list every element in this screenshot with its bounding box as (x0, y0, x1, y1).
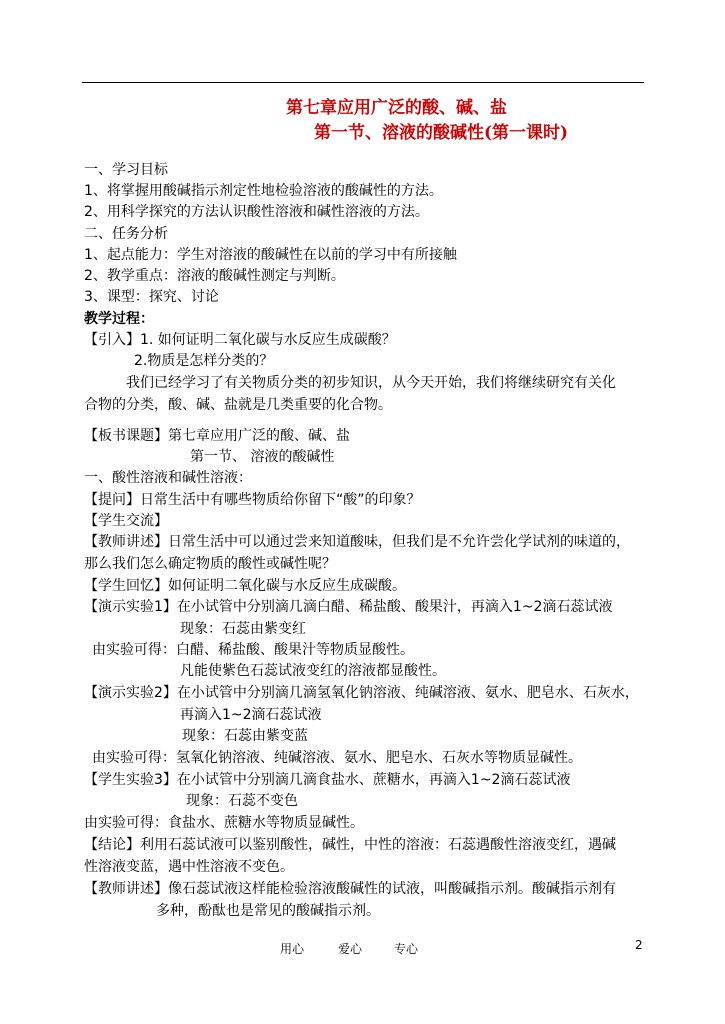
teacher-statement-2: 多种，酚酞也是常见的酸碱指示剂。 (156, 903, 380, 919)
page-number: 2 (635, 938, 643, 952)
student-discussion: 【学生交流】 (84, 513, 168, 529)
header-rule (82, 82, 644, 83)
teacher-narration-2: 那么我们怎么确定物质的酸性或碱性呢？ (84, 556, 336, 572)
task-item-1: 1、起点能力：学生对溶液的酸碱性在以前的学习中有所接触 (84, 247, 457, 263)
conclusion-2: 性溶液变蓝，遇中性溶液不变色。 (84, 859, 294, 875)
task-item-3: 3、课型：探究、讨论 (84, 289, 219, 305)
footer-zhuanxin: 专心 (394, 942, 419, 956)
demo-1: 【演示实验1】在小试管中分别滴几滴白醋、稀盐酸、酸果汁，再滴入1~2滴石蕊试液 (84, 599, 613, 615)
intro-question-2: 2.物质是怎样分类的？ (134, 353, 274, 369)
chapter-title: 第七章应用广泛的酸、碱、盐 (286, 98, 507, 118)
demo-2-phenomenon: 现象：石蕊由紫变蓝 (182, 728, 308, 744)
board-title-2: 第一节、 溶液的酸碱性 (190, 449, 335, 465)
intro-paragraph-2: 合物的分类，酸、碱、盐就是几类重要的化合物。 (84, 397, 392, 413)
heading-process: 教学过程： (84, 311, 154, 327)
experiment-3-result: 由实验可得：食盐水、蔗糖水等物质显碱性。 (84, 815, 364, 831)
task-item-2: 2、教学重点：溶液的酸碱性测定与判断。 (84, 268, 345, 284)
footer-yongxin: 用心 (280, 942, 305, 956)
student-experiment-3: 【学生实验3】在小试管中分别滴几滴食盐水、蔗糖水，再滴入1~2滴石蕊试液 (84, 772, 571, 788)
section-title: 第一节、溶液的酸碱性(第一课时) (314, 123, 569, 143)
demo-2-continued: 再滴入1~2滴石蕊试液 (180, 707, 322, 723)
student-recall: 【学生回忆】如何证明二氧化碳与水反应生成碳酸。 (84, 578, 406, 594)
demo-2: 【演示实验2】在小试管中分别滴几滴氢氧化钠溶液、纯碱溶液、氨水、肥皂水、石灰水， (84, 685, 639, 701)
conclusion-1: 【结论】利用石蕊试液可以鉴别酸性，碱性，中性的溶液：石蕊遇酸性溶液变红，遇碱 (84, 837, 616, 853)
board-title-1: 【板书课题】第七章应用广泛的酸、碱、盐 (84, 428, 350, 444)
heading-acid-base-solutions: 一、酸性溶液和碱性溶液： (84, 470, 252, 486)
footer-aixin: 爱心 (338, 942, 363, 956)
heading-task-analysis: 二、任务分析 (84, 226, 168, 242)
objective-1: 1、将掌握用酸碱指示剂定性地检验溶液的酸碱性的方法。 (84, 183, 443, 199)
demo-1-result-2: 凡能使紫色石蕊试液变红的溶液都显酸性。 (180, 663, 446, 679)
teacher-narration-1: 【教师讲述】日常生活中可以通过尝来知道酸味，但我们是不允许尝化学试剂的味道的， (84, 534, 630, 550)
experiment-3-phenomenon: 现象：石蕊不变色 (186, 793, 298, 809)
intro-question-1: 【引入】1. 如何证明二氧化碳与水反应生成碳酸？ (84, 332, 396, 348)
intro-paragraph-1: 我们已经学习了有关物质分类的初步知识，从今天开始，我们将继续研究有关化 (126, 375, 616, 391)
heading-objectives: 一、学习目标 (84, 162, 168, 178)
objective-2: 2、用科学探究的方法认识酸性溶液和碱性溶液的方法。 (84, 204, 429, 220)
demo-2-result: 由实验可得：氢氧化钠溶液、纯碱溶液、氨水、肥皂水、石灰水等物质显碱性。 (92, 750, 582, 766)
demo-1-phenomenon: 现象：石蕊由紫变红 (180, 621, 306, 637)
demo-1-result-1: 由实验可得：白醋、稀盐酸、酸果汁等物质显酸性。 (92, 642, 414, 658)
teacher-statement-1: 【教师讲述】像石蕊试液这样能检验溶液酸碱性的试液，叫酸碱指示剂。酸碱指示剂有 (84, 881, 616, 897)
question-line: 【提问】日常生活中有哪些物质给你留下“酸”的印象？ (84, 492, 421, 508)
